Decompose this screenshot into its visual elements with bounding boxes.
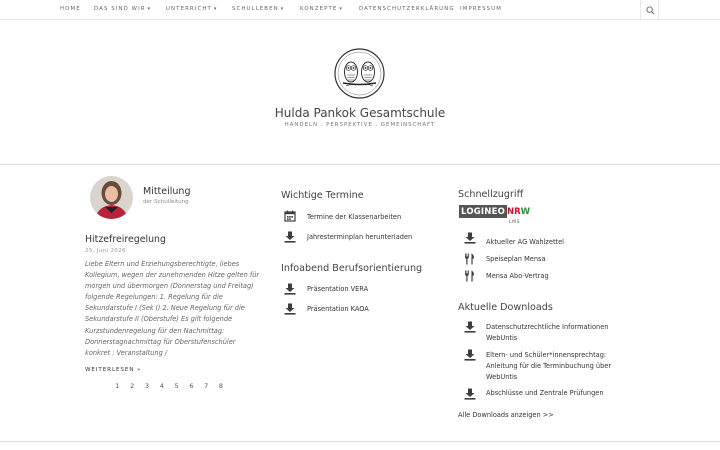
- praesentation-vera-link[interactable]: Präsentation VERA: [307, 285, 369, 293]
- download-icon: [284, 231, 296, 243]
- sprechtag-anleitung-link[interactable]: Eltern- und Schüler*innensprechtag: Anleitung für die Terminbuchung über WebUntis: [486, 351, 612, 382]
- fork-knife-icon: [464, 253, 475, 265]
- logineo-nrw: [507, 207, 530, 217]
- chevron-down-icon: ▾: [147, 6, 152, 12]
- logineo-text: LOGINEO: [461, 207, 506, 217]
- ag-wahlzettel-link[interactable]: Aktueller AG Wahlzettel: [486, 238, 565, 246]
- logineo-lms: LMS: [509, 220, 521, 225]
- page-link-3[interactable]: 3: [144, 382, 150, 390]
- download-icon: [464, 232, 476, 244]
- logineo-logo[interactable]: [459, 205, 534, 227]
- post-date: 25. Juni 2026: [85, 248, 126, 254]
- termine-klassenarbeiten-link[interactable]: Termine der Klassenarbeiten: [307, 213, 402, 221]
- calendar-icon: [284, 210, 296, 222]
- nav-home-label: HOME: [60, 6, 81, 12]
- mensa-abo-link[interactable]: Mensa Abo-Vertrag: [486, 272, 549, 280]
- nav-konzepte-label: KONZEPTE: [300, 6, 338, 12]
- school-owl-logo[interactable]: [334, 48, 385, 99]
- download-icon: [464, 321, 476, 333]
- site-title[interactable]: Hulda Pankok Gesamtschule: [274, 106, 446, 120]
- nav-das-sind-wir[interactable]: [94, 6, 151, 12]
- nav-home[interactable]: [60, 6, 81, 12]
- logineo-n: N: [507, 207, 515, 217]
- page-link-4[interactable]: 4: [159, 382, 164, 390]
- abschluesse-pruefungen-link[interactable]: Abschlüsse und Zentrale Prüfungen: [486, 389, 604, 397]
- chevron-down-icon: ▾: [339, 6, 343, 12]
- download-icon: [284, 283, 296, 295]
- chevron-down-icon: ▾: [213, 6, 218, 12]
- nav-datenschutz-label: DATENSCHUTZERKLÄRUNG: [359, 6, 455, 12]
- page-link-7[interactable]: 7: [204, 382, 209, 390]
- post-excerpt: Liebe Eltern und Erziehungsberechtigte, liebes Kollegium, wegen der zunehmenden Hitze gelten für morgen und übermorgen (Donnerstag und Freitag) folgende Regelungen: 1. Regelung für die Sekundarstufe I (Sek I) 2. Neue Regelung für die Sekundarstufe II (Oberstufe) Es gilt folgende Kurzstundenregelung für den Nachmittag: Donnerstagnachmittag für Oberstufenschüler konkret : Veranstaltung /: [85, 260, 260, 357]
- nav-schulleben-label: SCHULLEBEN: [232, 6, 279, 12]
- downloads-heading: Aktuelle Downloads: [458, 302, 553, 313]
- all-downloads-link[interactable]: Alle Downloads anzeigen >>: [458, 411, 554, 419]
- jahresterminplan-link[interactable]: Jahresterminplan herunterladen: [307, 233, 413, 241]
- page-link-2[interactable]: 2: [130, 382, 135, 390]
- search-button[interactable]: [640, 0, 659, 20]
- nav-unterricht-label: UNTERRICHT: [166, 6, 212, 12]
- download-icon: [464, 349, 476, 361]
- search-icon: [646, 6, 655, 15]
- logineo-w: W: [520, 207, 531, 217]
- avatar: [90, 176, 133, 219]
- post-kicker-sub: der Schulleitung: [143, 199, 189, 205]
- section-divider: [0, 164, 720, 165]
- nav-datenschutz[interactable]: [359, 6, 455, 12]
- nav-konzepte[interactable]: [300, 6, 343, 12]
- praesentation-kaoa-link[interactable]: Präsentation KAOA: [307, 305, 369, 313]
- logineo-r: R: [514, 207, 521, 217]
- nav-impressum[interactable]: [460, 6, 502, 12]
- pagination: [110, 382, 228, 390]
- chevron-down-icon: ▾: [280, 6, 285, 12]
- page-link-6[interactable]: 6: [189, 382, 194, 390]
- download-icon: [464, 388, 476, 400]
- berufsorientierung-heading: Infoabend Berufsorientierung: [281, 263, 423, 274]
- read-more-link[interactable]: WEITERLESEN »: [85, 367, 142, 373]
- site-tagline: HANDELN . PERSPEKTIVE . GEMEINSCHAFT: [284, 122, 436, 128]
- principal-photo: [90, 176, 133, 219]
- top-navigation: [0, 0, 720, 20]
- datenschutz-webuntis-link[interactable]: Datenschutzrechtliche Informationen WebUntis: [486, 323, 609, 343]
- nav-schulleben[interactable]: [232, 6, 284, 12]
- page-link-8[interactable]: 8: [218, 382, 224, 390]
- schnellzugriff-heading: Schnellzugriff: [458, 189, 524, 200]
- post-kicker: Mitteilung: [143, 186, 191, 197]
- post-title[interactable]: Hitzefreiregelung: [85, 234, 166, 245]
- nav-das-sind-wir-label: DAS SIND WIR: [94, 6, 146, 12]
- speiseplan-mensa-link[interactable]: Speiseplan Mensa: [486, 255, 546, 263]
- footer-divider: [0, 441, 720, 442]
- page-link-5[interactable]: 5: [174, 382, 179, 390]
- download-icon: [284, 303, 296, 315]
- fork-knife-icon: [464, 270, 475, 282]
- termine-heading: Wichtige Termine: [281, 190, 364, 201]
- nav-impressum-label: IMPRESSUM: [460, 6, 502, 12]
- page-link-1[interactable]: 1: [115, 382, 120, 390]
- nav-unterricht[interactable]: [166, 6, 218, 12]
